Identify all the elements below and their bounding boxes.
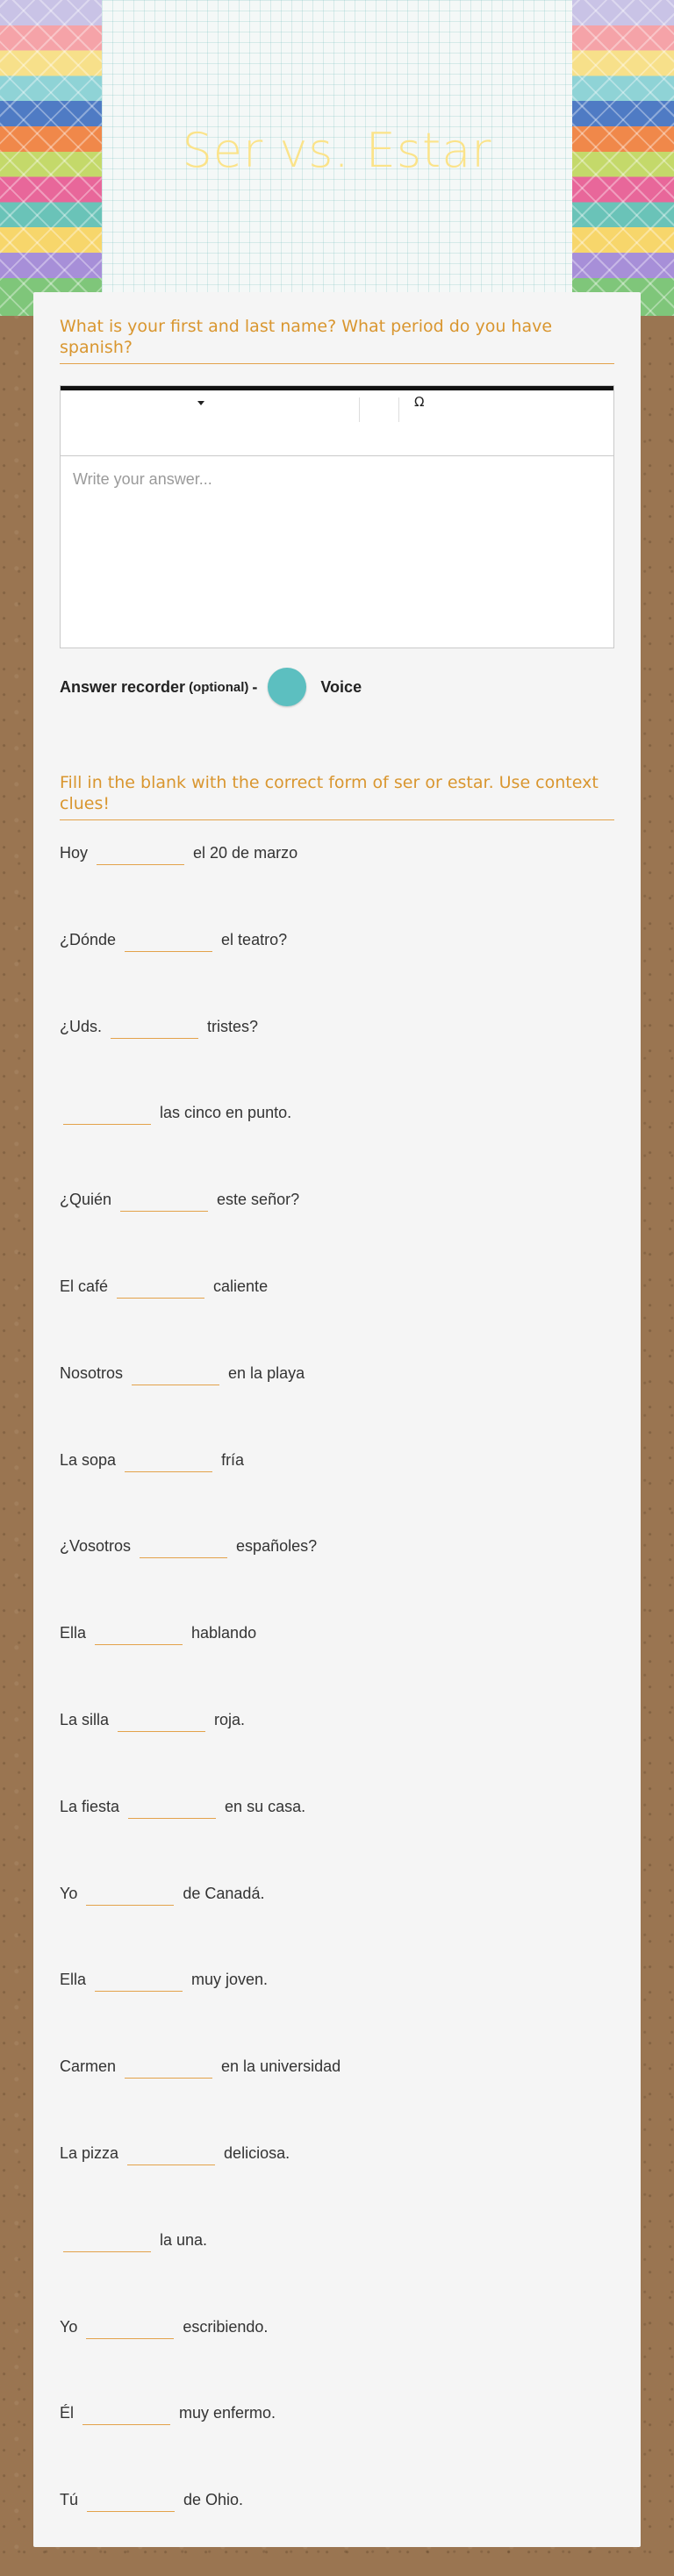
fill-blank-item [60,1447,244,1473]
page-title: Ser vs. Estar [182,123,492,178]
answer-input[interactable]: Write your answer... [73,470,212,488]
blank-input[interactable] [95,1967,183,1992]
sentence-end: tristes? [207,1017,259,1035]
sentence-start: Yo [60,2317,78,2336]
sentence-start: ¿Dónde [60,930,117,948]
sentence-start: ¿Quién [60,1190,112,1208]
sentence-start: Tú [60,2490,79,2508]
fill-blank-item [60,1186,299,1213]
question-2-title: Fill in the blank with the correct form of ser or estar. Use context clues! [60,772,614,820]
sentence-end: de Canadá. [183,1884,265,1902]
blank-input[interactable] [125,927,212,952]
sentence-start: Carmen [60,2057,117,2075]
question-1-title: What is your first and last name? What period do you have spanish? [60,316,614,364]
editor-toolbar [61,386,613,456]
blank-input[interactable] [86,2315,174,2339]
blank-input[interactable] [97,841,184,865]
blank-input[interactable] [117,1274,204,1299]
blank-input[interactable] [125,2054,212,2079]
toolbar-divider [398,397,399,422]
fill-blank-item [60,2487,243,2513]
sentence-start: ¿Vosotros [60,1536,132,1555]
blank-input[interactable] [128,1794,216,1819]
blank-input[interactable] [86,1881,174,1906]
blank-input[interactable] [111,1014,198,1039]
fill-blank-item [60,2140,290,2166]
fill-blank-item [60,1707,245,1733]
blank-input[interactable] [82,2401,170,2425]
sentence-end: el 20 de marzo [193,843,298,862]
fill-blank-item [60,840,298,866]
sentence-start: Nosotros [60,1363,124,1382]
chevron-down-icon[interactable] [197,401,204,405]
sentence-start: Ella [60,1970,87,1988]
sentence-end: roja. [214,1710,246,1728]
fill-blank-item [60,2400,276,2426]
blank-input[interactable] [63,1100,151,1125]
sentence-end: muy enfermo. [179,2403,276,2422]
record-voice-button[interactable] [268,668,306,706]
sentence-end: hablando [191,1623,257,1642]
sentence-end: fría [221,1450,245,1469]
fill-blank-item [60,927,287,953]
blank-input[interactable] [120,1187,208,1212]
sentence-start: La fiesta [60,1797,120,1815]
chevron-pattern-left [0,0,102,316]
fill-blank-item [60,1360,305,1386]
fill-blank-item [60,1880,264,1907]
header-banner [0,0,674,316]
sentence-end: este señor? [217,1190,300,1208]
sentence-start: Hoy [60,843,89,862]
blank-input[interactable] [118,1707,205,1732]
fill-blank-item [60,1966,268,1993]
sentence-end: en la playa [228,1363,305,1382]
sentence-start: Yo [60,1884,78,1902]
fill-blank-item [60,1620,256,1646]
chevron-pattern-right [572,0,674,316]
sentence-start: ¿Uds. [60,1017,103,1035]
sentence-end: la una. [160,2230,208,2249]
sentence-end: las cinco en punto. [160,1103,292,1121]
answer-recorder [60,668,362,706]
blank-input[interactable] [63,2228,151,2252]
fill-blank-item [60,2053,341,2079]
fill-blank-item [60,1099,291,1126]
recorder-optional-label: (optional) [189,679,249,695]
worksheet-card [33,292,641,2547]
blank-input[interactable] [132,1361,219,1385]
sentence-end: escribiendo. [183,2317,269,2336]
fill-blank-item [60,1273,268,1299]
sentence-end: caliente [213,1277,269,1295]
recorder-label: Answer recorder [60,677,186,696]
sentence-start: Ella [60,1623,87,1642]
special-characters-icon[interactable]: Ω [414,394,425,410]
fill-blank-item [60,2314,268,2340]
sentence-end: en su casa. [225,1797,306,1815]
sentence-end: deliciosa. [224,2143,290,2162]
sentence-end: el teatro? [221,930,288,948]
blank-input[interactable] [125,1448,212,1472]
rich-text-editor[interactable] [60,385,614,648]
toolbar-divider [359,397,360,422]
sentence-end: muy joven. [191,1970,269,1988]
sentence-start: La sopa [60,1450,117,1469]
sentence-start: El café [60,1277,109,1295]
blank-input[interactable] [140,1534,227,1558]
fill-blank-item [60,1793,305,1820]
fill-blank-item [60,2227,207,2253]
sentence-start: La silla [60,1710,110,1728]
blank-input[interactable] [127,2141,215,2165]
blank-input[interactable] [95,1621,183,1645]
fill-blank-item [60,1533,317,1559]
voice-label: Voice [320,677,362,696]
sentence-end: en la universidad [221,2057,341,2075]
recorder-dash: - [252,677,258,696]
sentence-end: españoles? [236,1536,318,1555]
sentence-start: La pizza [60,2143,119,2162]
sentence-end: de Ohio. [183,2490,244,2508]
blank-input[interactable] [87,2487,175,2512]
sentence-start: Él [60,2403,75,2422]
fill-blank-item [60,1013,258,1040]
